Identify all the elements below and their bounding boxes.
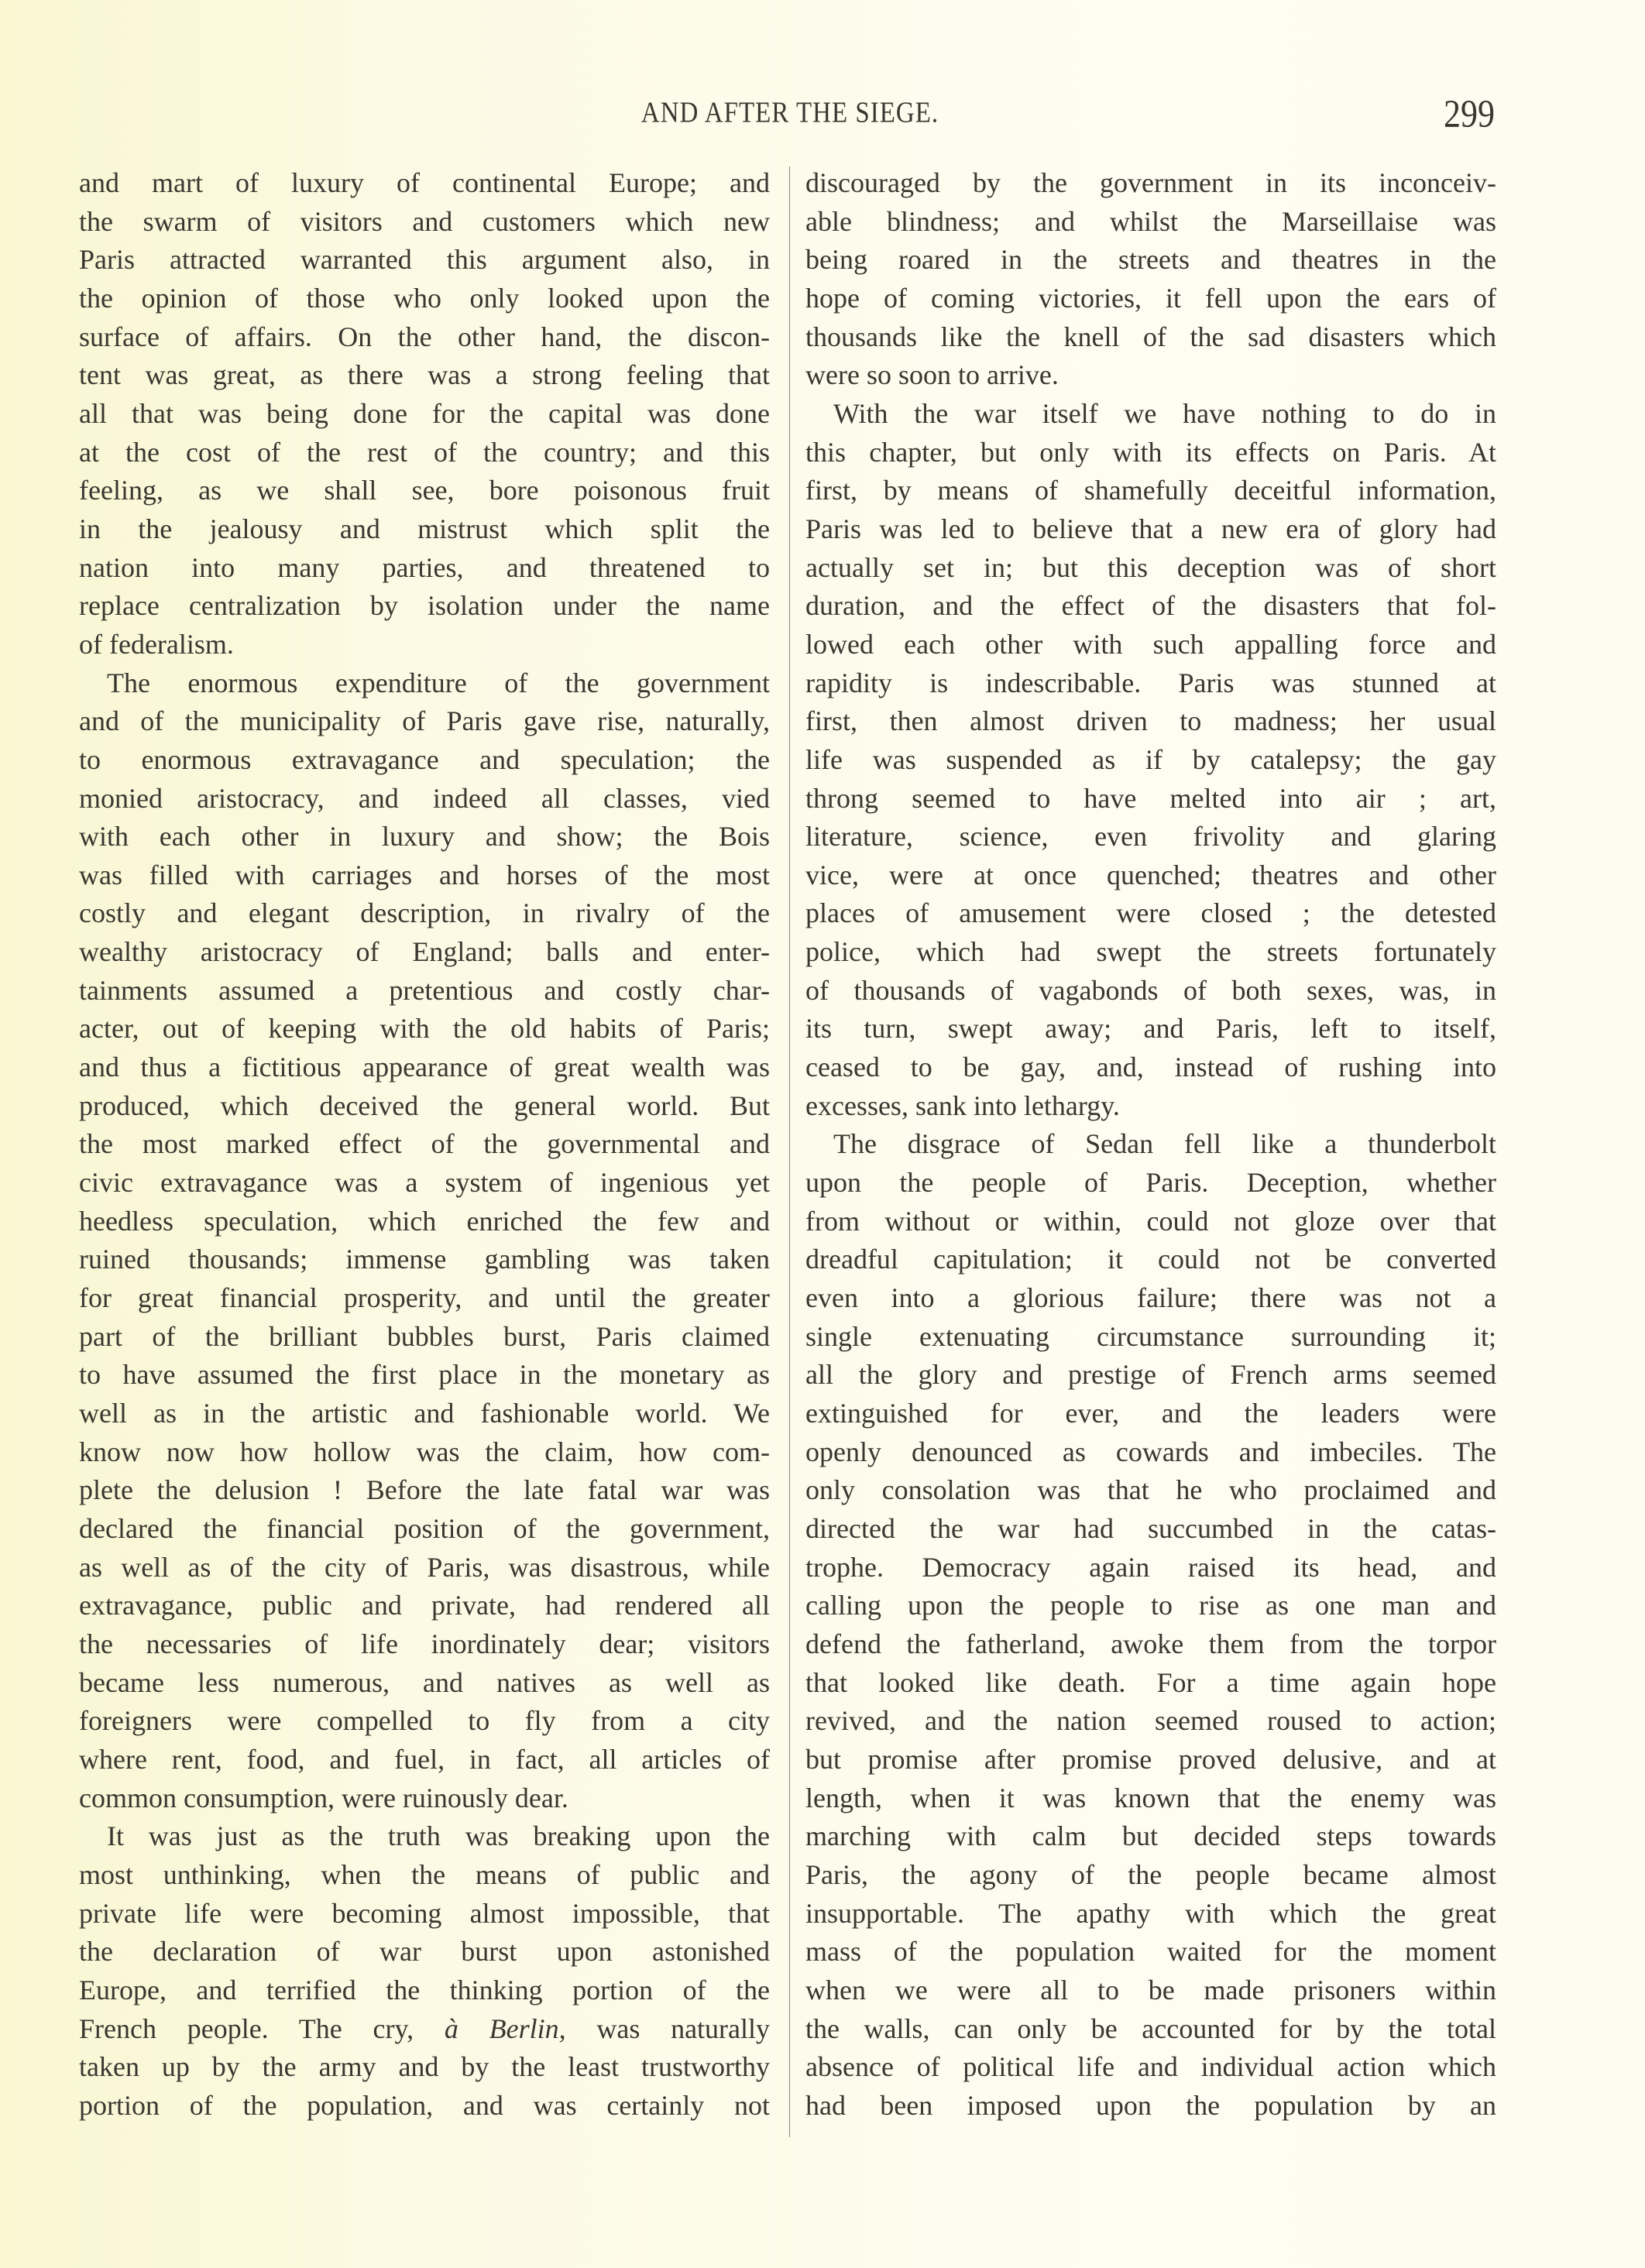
line-text: extravagance, public and private, had rendered all bbox=[79, 1590, 770, 1621]
text-line bbox=[805, 241, 1496, 280]
text-line bbox=[79, 1279, 770, 1318]
line-text: defend the fatherland, awoke them from the torpor bbox=[805, 1628, 1496, 1659]
text-line bbox=[805, 933, 1496, 972]
text-line bbox=[805, 356, 1496, 395]
text-line bbox=[79, 1318, 770, 1357]
text-line bbox=[79, 472, 770, 510]
text-line bbox=[805, 1048, 1496, 1087]
line-text: It was just as the truth was breaking upon the bbox=[107, 1820, 770, 1852]
line-text: all that was being done for the capital was done bbox=[79, 397, 770, 429]
line-text: when we were all to be made prisoners within bbox=[805, 1974, 1496, 2006]
text-line bbox=[805, 1856, 1496, 1895]
line-text: and mart of luxury of continental Europe; and bbox=[79, 167, 770, 198]
line-text: places of amusement were closed ; the detested bbox=[805, 897, 1496, 929]
line-text: extinguished for ever, and the leaders were bbox=[805, 1398, 1496, 1429]
text-line bbox=[79, 664, 770, 703]
line-text: in the jealousy and mistrust which split the bbox=[79, 513, 770, 544]
text-line bbox=[79, 818, 770, 856]
text-line bbox=[805, 1779, 1496, 1818]
text-line bbox=[805, 1203, 1496, 1241]
line-text: Paris was led to believe that a new era of glory had bbox=[805, 513, 1496, 544]
text-line bbox=[79, 972, 770, 1010]
line-text: its turn, swept away; and Paris, left to itself, bbox=[805, 1013, 1496, 1045]
text-line bbox=[79, 510, 770, 549]
text-line bbox=[79, 280, 770, 318]
line-text: dreadful capitulation; it could not be converted bbox=[805, 1244, 1496, 1275]
text-line bbox=[79, 1933, 770, 1971]
text-line bbox=[805, 1087, 1496, 1126]
line-text-continued: was naturally bbox=[565, 2012, 771, 2044]
line-text: was filled with carriages and horses of the most bbox=[79, 859, 770, 890]
text-line bbox=[805, 1587, 1496, 1625]
line-text: but promise after promise proved delusive, and at bbox=[805, 1743, 1496, 1775]
line-text: common consumption, were ruinously dear. bbox=[79, 1782, 568, 1813]
line-text: foreigners were compelled to fly from a city bbox=[79, 1705, 770, 1737]
line-text: being roared in the streets and theatres in the bbox=[805, 244, 1496, 276]
line-text: nation into many parties, and threatened to bbox=[79, 551, 770, 583]
italic-text: à Berlin, bbox=[444, 2012, 566, 2044]
line-text: directed the war had succumbed in the catas- bbox=[805, 1512, 1496, 1544]
line-text: single extenuating circumstance surrounding it; bbox=[805, 1320, 1496, 1352]
line-text: to have assumed the first place in the monetary as bbox=[79, 1359, 770, 1391]
text-line bbox=[805, 1741, 1496, 1779]
line-text: civic extravagance was a system of ingenious yet bbox=[79, 1167, 770, 1199]
line-text: excesses, sank into lethargy. bbox=[805, 1089, 1120, 1121]
text-line bbox=[805, 395, 1496, 434]
line-text: acter, out of keeping with the old habits of Paris; bbox=[79, 1013, 770, 1045]
text-line bbox=[805, 1625, 1496, 1664]
text-line bbox=[79, 395, 770, 434]
text-line bbox=[805, 2048, 1496, 2087]
line-text: portion of the population, and was certainly not bbox=[79, 2089, 770, 2121]
text-line bbox=[805, 972, 1496, 1010]
line-text: tainments assumed a pretentious and costly char- bbox=[79, 974, 770, 1006]
text-line bbox=[805, 1817, 1496, 1856]
text-line bbox=[79, 434, 770, 472]
line-text: throng seemed to have melted into air ; art, bbox=[805, 782, 1496, 814]
line-text: marching with calm but decided steps towards bbox=[805, 1820, 1496, 1852]
text-line bbox=[79, 1895, 770, 1933]
line-text: surface of affairs. On the other hand, the discon- bbox=[79, 321, 770, 352]
text-line bbox=[805, 1433, 1496, 1472]
line-text: only consolation was that he who proclaimed and bbox=[805, 1474, 1496, 1506]
line-text: duration, and the effect of the disasters that fol- bbox=[805, 590, 1496, 622]
line-text: Europe, and terrified the thinking portion of the bbox=[79, 1974, 770, 2006]
text-line bbox=[79, 2087, 770, 2126]
text-line bbox=[79, 1856, 770, 1895]
line-text: the most marked effect of the governmental and bbox=[79, 1128, 770, 1160]
text-line bbox=[805, 510, 1496, 549]
text-line bbox=[805, 2087, 1496, 2126]
text-line bbox=[79, 1702, 770, 1741]
text-line bbox=[79, 203, 770, 242]
running-head: AND AFTER THE SIEGE. bbox=[640, 97, 939, 129]
text-line bbox=[79, 1510, 770, 1549]
line-text: mass of the population waited for the moment bbox=[805, 1936, 1496, 1968]
line-text: most unthinking, when the means of public and bbox=[79, 1858, 770, 1890]
text-line bbox=[79, 1164, 770, 1203]
line-text: the necessaries of life inordinately dear; visitors bbox=[79, 1628, 770, 1659]
text-line bbox=[79, 549, 770, 588]
text-line bbox=[805, 280, 1496, 318]
text-line bbox=[805, 1164, 1496, 1203]
line-text: French people. The cry, bbox=[79, 2012, 445, 2044]
text-line bbox=[805, 780, 1496, 818]
line-text: With the war itself we have nothing to do in bbox=[833, 397, 1496, 429]
text-line bbox=[79, 1048, 770, 1087]
line-text: hope of coming victories, it fell upon the ears of bbox=[805, 282, 1496, 314]
text-line bbox=[79, 1356, 770, 1395]
text-line bbox=[79, 356, 770, 395]
line-text: vice, were at once quenched; theatres and other bbox=[805, 859, 1496, 890]
text-line bbox=[79, 933, 770, 972]
line-text: police, which had swept the streets fortunately bbox=[805, 936, 1496, 968]
line-text: openly denounced as cowards and imbeciles. The bbox=[805, 1436, 1496, 1467]
line-text: costly and elegant description, in rivalry of the bbox=[79, 897, 770, 929]
text-line bbox=[79, 164, 770, 203]
line-text: monied aristocracy, and indeed all classes, vied bbox=[79, 782, 770, 814]
line-text: this chapter, but only with its effects on Paris. At bbox=[805, 436, 1496, 468]
line-text: feeling, as we shall see, bore poisonous fruit bbox=[79, 475, 770, 506]
line-text: where rent, food, and fuel, in fact, all articles of bbox=[79, 1743, 770, 1775]
text-line bbox=[805, 203, 1496, 242]
text-line bbox=[805, 1125, 1496, 1164]
line-text: part of the brilliant bubbles burst, Paris claimed bbox=[79, 1320, 770, 1352]
line-text: the declaration of war burst upon astonished bbox=[79, 1936, 770, 1968]
text-line bbox=[79, 1971, 770, 2010]
line-text: calling upon the people to rise as one man and bbox=[805, 1590, 1496, 1621]
line-text: and of the municipality of Paris gave rise, naturally, bbox=[79, 705, 770, 737]
text-line bbox=[805, 1971, 1496, 2010]
line-text: ceased to be gay, and, instead of rushing into bbox=[805, 1052, 1496, 1083]
line-text: the swarm of visitors and customers which new bbox=[79, 205, 770, 237]
line-text: the walls, can only be accounted for by the total bbox=[805, 2012, 1496, 2044]
line-text: revived, and the nation seemed roused to action; bbox=[805, 1705, 1496, 1737]
text-line bbox=[79, 780, 770, 818]
line-text: Paris attracted warranted this argument also, in bbox=[79, 244, 770, 276]
line-text: life was suspended as if by catalepsy; the gay bbox=[805, 743, 1496, 775]
left-column bbox=[79, 164, 770, 2125]
text-line bbox=[805, 818, 1496, 856]
column-divider bbox=[789, 166, 790, 2137]
text-line bbox=[79, 2048, 770, 2087]
line-text: heedless speculation, which enriched the few and bbox=[79, 1205, 770, 1237]
text-line bbox=[805, 1240, 1496, 1279]
text-line bbox=[805, 1395, 1496, 1433]
line-text: well as in the artistic and fashionable world. We bbox=[79, 1398, 770, 1429]
line-text: insupportable. The apathy with which the great bbox=[805, 1897, 1496, 1929]
line-text: first, then almost driven to madness; her usual bbox=[805, 705, 1496, 737]
text-line bbox=[805, 2010, 1496, 2049]
text-line bbox=[805, 1549, 1496, 1587]
text-line bbox=[805, 1895, 1496, 1933]
text-line bbox=[79, 1779, 770, 1818]
text-line bbox=[79, 1395, 770, 1433]
line-text: actually set in; but this deception was of short bbox=[805, 551, 1496, 583]
line-text: and thus a fictitious appearance of great wealth was bbox=[79, 1052, 770, 1083]
line-text: able blindness; and whilst the Marseillaise was bbox=[805, 205, 1496, 237]
text-line bbox=[79, 1664, 770, 1703]
text-line bbox=[79, 1587, 770, 1625]
text-line bbox=[79, 1125, 770, 1164]
line-text: replace centralization by isolation under the name bbox=[79, 590, 770, 622]
text-line bbox=[79, 894, 770, 933]
line-text: for great financial prosperity, and until the greater bbox=[79, 1282, 770, 1314]
line-text: private life were becoming almost impossible, that bbox=[79, 1897, 770, 1929]
line-text: The enormous expenditure of the government bbox=[107, 667, 770, 698]
text-line bbox=[79, 741, 770, 780]
line-text: first, by means of shamefully deceitful information, bbox=[805, 475, 1496, 506]
line-text: all the glory and prestige of French arms seemed bbox=[805, 1359, 1496, 1391]
line-text: trophe. Democracy again raised its head, and bbox=[805, 1551, 1496, 1583]
line-text: taken up by the army and by the least trustworthy bbox=[79, 2051, 770, 2083]
right-column bbox=[805, 164, 1496, 2125]
text-line bbox=[805, 1318, 1496, 1357]
text-line bbox=[79, 1433, 770, 1472]
text-line bbox=[805, 1664, 1496, 1703]
line-text: wealthy aristocracy of England; balls and enter- bbox=[79, 936, 770, 968]
text-line bbox=[79, 241, 770, 280]
line-text: lowed each other with such appalling force and bbox=[805, 628, 1496, 660]
line-text: that looked like death. For a time again hope bbox=[805, 1666, 1496, 1698]
line-text: as well as of the city of Paris, was disastrous, while bbox=[79, 1551, 770, 1583]
line-text: plete the delusion ! Before the late fatal war was bbox=[79, 1474, 770, 1506]
line-text: had been imposed upon the population by an bbox=[805, 2089, 1496, 2121]
text-line bbox=[79, 856, 770, 895]
text-line bbox=[79, 626, 770, 664]
line-text: rapidity is indescribable. Paris was stunned at bbox=[805, 667, 1496, 698]
text-line bbox=[79, 1471, 770, 1510]
text-line bbox=[805, 1510, 1496, 1549]
text-line bbox=[805, 587, 1496, 626]
text-line bbox=[79, 1203, 770, 1241]
text-line bbox=[805, 1010, 1496, 1048]
page-number: 299 bbox=[1444, 92, 1495, 136]
text-line bbox=[805, 664, 1496, 703]
text-line bbox=[805, 1279, 1496, 1318]
text-line bbox=[805, 1702, 1496, 1741]
line-text: became less numerous, and natives as well as bbox=[79, 1666, 770, 1698]
text-line bbox=[805, 894, 1496, 933]
text-line bbox=[79, 702, 770, 741]
line-text: tent was great, as there was a strong feeling that bbox=[79, 359, 770, 391]
text-line bbox=[79, 1817, 770, 1856]
line-text: of federalism. bbox=[79, 628, 234, 660]
line-text: absence of political life and individual action which bbox=[805, 2051, 1496, 2083]
text-line bbox=[805, 702, 1496, 741]
line-text: Paris, the agony of the people became almost bbox=[805, 1858, 1496, 1890]
line-text: of thousands of vagabonds of both sexes, was, in bbox=[805, 974, 1496, 1006]
text-line bbox=[805, 549, 1496, 588]
text-line bbox=[79, 1087, 770, 1126]
line-text: length, when it was known that the enemy was bbox=[805, 1782, 1496, 1813]
text-line bbox=[79, 1240, 770, 1279]
line-text: produced, which deceived the general world. But bbox=[79, 1089, 770, 1121]
text-line bbox=[805, 626, 1496, 664]
line-text: discouraged by the government in its inconceiv- bbox=[805, 167, 1496, 198]
line-text: The disgrace of Sedan fell like a thunderbolt bbox=[833, 1128, 1496, 1160]
text-line bbox=[79, 1010, 770, 1048]
text-line bbox=[805, 434, 1496, 472]
line-text: thousands like the knell of the sad disasters which bbox=[805, 321, 1496, 352]
line-text: ruined thousands; immense gambling was taken bbox=[79, 1244, 770, 1275]
text-line bbox=[805, 1471, 1496, 1510]
line-text: even into a glorious failure; there was not a bbox=[805, 1282, 1496, 1314]
text-line bbox=[805, 164, 1496, 203]
line-text: from without or within, could not gloze over that bbox=[805, 1205, 1496, 1237]
text-line bbox=[79, 1625, 770, 1664]
line-text: with each other in luxury and show; the Bois bbox=[79, 821, 770, 853]
line-text: know now how hollow was the claim, how com- bbox=[79, 1436, 770, 1467]
text-line bbox=[805, 472, 1496, 510]
text-line bbox=[79, 587, 770, 626]
line-text: at the cost of the rest of the country; and this bbox=[79, 436, 770, 468]
line-text: literature, science, even frivolity and glaring bbox=[805, 821, 1496, 853]
text-line bbox=[805, 1933, 1496, 1971]
line-text: upon the people of Paris. Deception, whether bbox=[805, 1167, 1496, 1199]
line-text: declared the financial position of the government, bbox=[79, 1512, 770, 1544]
text-line bbox=[79, 1741, 770, 1779]
line-text: to enormous extravagance and speculation; the bbox=[79, 743, 770, 775]
text-line bbox=[805, 741, 1496, 780]
line-text: the opinion of those who only looked upon the bbox=[79, 282, 770, 314]
text-line bbox=[79, 2010, 770, 2049]
text-line bbox=[805, 856, 1496, 895]
text-line bbox=[805, 318, 1496, 357]
text-line bbox=[79, 318, 770, 357]
line-text: were so soon to arrive. bbox=[805, 359, 1059, 391]
text-line bbox=[805, 1356, 1496, 1395]
text-line bbox=[79, 1549, 770, 1587]
